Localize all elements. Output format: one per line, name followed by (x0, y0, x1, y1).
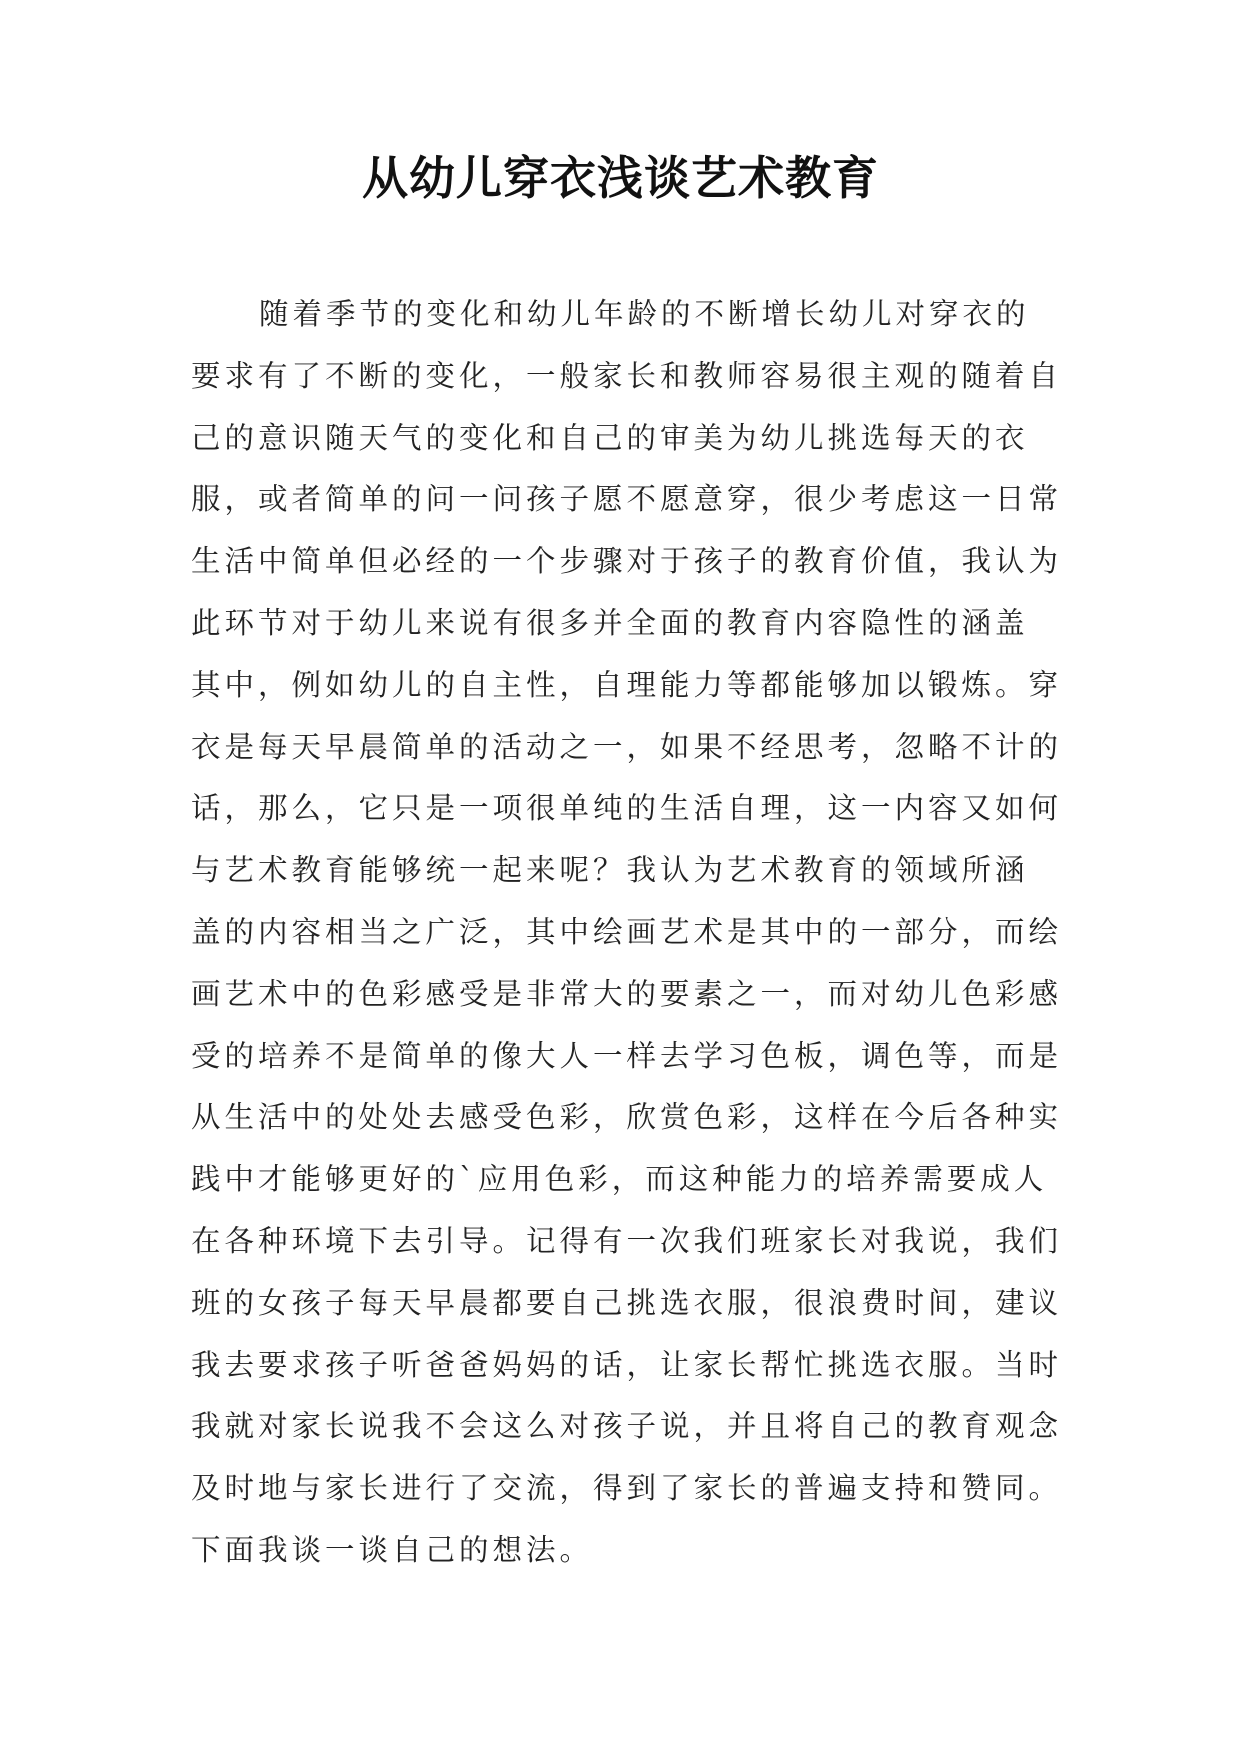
document-title: 从幼儿穿衣浅谈艺术教育 (362, 151, 879, 205)
paragraph-line: 受的培养不是简单的像大人一样去学习色板，调色等，而是 (191, 1038, 1063, 1073)
body-paragraph (191, 284, 1071, 1582)
paragraph-line: 衣是每天早晨简单的活动之一，如果不经思考，忽略不计的 (191, 729, 1063, 764)
paragraph-line: 其中，例如幼儿的自主性，自理能力等都能够加以锻炼。穿 (191, 667, 1063, 702)
paragraph-line: 要求有了不断的变化，一般家长和教师容易很主观的随着自 (191, 358, 1063, 393)
paragraph-line: 话，那么，它只是一项很单纯的生活自理，这一内容又如何 (191, 791, 1063, 826)
paragraph-line: 与艺术教育能够统一起来呢？我认为艺术教育的领域所涵 (191, 853, 1029, 888)
paragraph-line: 及时地与家长进行了交流，得到了家长的普遍支持和赞同。 (191, 1471, 1063, 1506)
paragraph-line: 我就对家长说我不会这么对孩子说，并且将自己的教育观念 (191, 1409, 1063, 1444)
paragraph-line: 随着季节的变化和幼儿年龄的不断增长幼儿对穿衣的 (259, 297, 1030, 331)
paragraph-line: 己的意识随天气的变化和自己的审美为幼儿挑选每天的衣 (191, 420, 1029, 455)
paragraph-line: 生活中简单但必经的一个步骤对于孩子的教育价值，我认为 (191, 544, 1063, 579)
paragraph-line: 盖的内容相当之广泛，其中绘画艺术是其中的一部分，而绘 (191, 914, 1063, 949)
paragraph-line: 践中才能够更好的`应用色彩，而这种能力的培养需要成人 (191, 1162, 1048, 1197)
paragraph-line: 此环节对于幼儿来说有很多并全面的教育内容隐性的涵盖 (191, 605, 1029, 640)
paragraph-line: 下面我谈一谈自己的想法。 (191, 1532, 594, 1567)
paragraph-line: 我去要求孩子听爸爸妈妈的话，让家长帮忙挑选衣服。当时 (191, 1347, 1063, 1382)
paragraph-line: 画艺术中的色彩感受是非常大的要素之一，而对幼儿色彩感 (191, 976, 1063, 1011)
paragraph-line: 在各种环境下去引导。记得有一次我们班家长对我说，我们 (191, 1223, 1063, 1258)
paragraph-line: 从生活中的处处去感受色彩，欣赏色彩，这样在今后各种实 (191, 1100, 1063, 1135)
paragraph-line: 服，或者简单的问一问孩子愿不愿意穿，很少考虑这一日常 (191, 482, 1063, 517)
paragraph-line: 班的女孩子每天早晨都要自己挑选衣服，很浪费时间，建议 (191, 1285, 1063, 1320)
